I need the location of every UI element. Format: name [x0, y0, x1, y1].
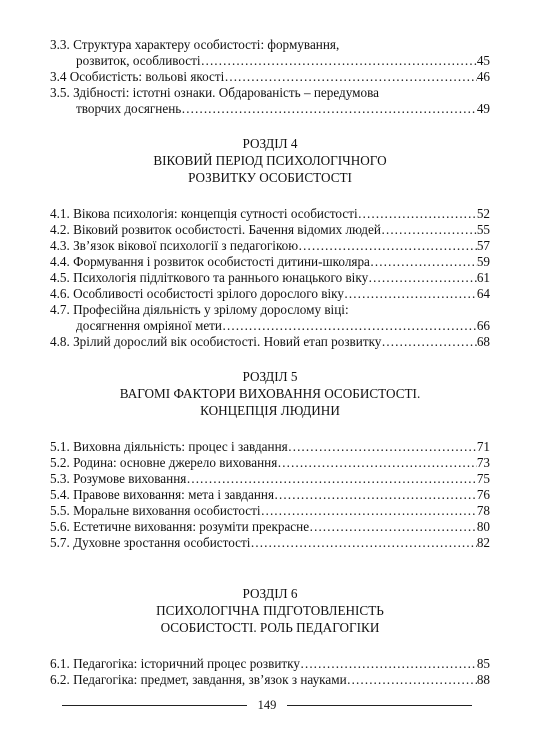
- dot-leader: [274, 487, 477, 503]
- toc-entry: [50, 270, 490, 286]
- toc-block-chapter-6: [50, 656, 490, 688]
- toc-entry-line: [50, 318, 490, 334]
- page-footer: [62, 697, 472, 713]
- dot-leader: [347, 672, 477, 688]
- toc-entry-text: 4.1. Вікова психологія: концепція сутності особистості: [50, 206, 358, 221]
- dot-leader: [344, 286, 477, 302]
- toc-entry: [50, 37, 490, 69]
- toc-page-number: 82: [476, 535, 490, 550]
- toc-entry: [50, 519, 490, 535]
- toc-page-number: 76: [476, 487, 490, 502]
- toc-entry-line: [50, 206, 490, 222]
- toc-block-chapter-4: [50, 206, 490, 350]
- section-title-line: ВІКОВИЙ ПЕРІОД ПСИХОЛОГІЧНОГО: [153, 153, 387, 168]
- toc-page-number: 45: [476, 53, 490, 68]
- toc-entry-text: 5.2. Родина: основне джерело виховання: [50, 455, 278, 470]
- toc-entry: [50, 334, 490, 350]
- toc-block-chapter-5: [50, 439, 490, 551]
- toc-entry-text: 3.3. Структура характеру особистості: формування,: [50, 37, 340, 52]
- dot-leader: [370, 254, 477, 270]
- toc-entry-text: 5.3. Розумове виховання: [50, 471, 187, 486]
- toc-entry: [50, 535, 490, 551]
- toc-entry-text: 3.5. Здібності: істотні ознаки. Обдарованість – передумова: [50, 85, 379, 100]
- dot-leader: [224, 69, 476, 85]
- toc-block-chapter-3: [50, 37, 490, 117]
- toc-entry-line: [50, 519, 490, 535]
- toc-page-number: 78: [476, 503, 490, 518]
- toc-entry-line: [50, 286, 490, 302]
- dot-leader: [222, 318, 477, 334]
- toc-entry-line: [50, 503, 490, 519]
- section-title-line: РОЗВИТКУ ОСОБИСТОСТІ: [188, 170, 352, 185]
- toc-entry-text: 6.1. Педагогіка: історичний процес розвитку: [50, 656, 300, 671]
- toc-entry-line: [50, 53, 490, 69]
- toc-entry-text: 5.6. Естетичне виховання: розуміти прекрасне: [50, 519, 310, 534]
- section-label: РОЗДІЛ 4: [242, 136, 298, 151]
- toc-page-number: 52: [476, 206, 490, 221]
- dot-leader: [261, 503, 477, 519]
- toc-entry-line: [50, 487, 490, 503]
- dot-leader: [277, 455, 477, 471]
- toc-entry: [50, 85, 490, 117]
- dot-leader: [381, 222, 477, 238]
- dot-leader: [300, 656, 477, 672]
- toc-entry-text: 5.7. Духовне зростання особистості: [50, 535, 251, 550]
- toc-page-number: 88: [476, 672, 490, 687]
- toc-entry-line: [50, 455, 490, 471]
- dot-leader: [288, 439, 477, 455]
- toc-entry-line: [50, 222, 490, 238]
- section-title-line: ОСОБИСТОСТІ. РОЛЬ ПЕДАГОГІКИ: [160, 620, 380, 635]
- toc-page-number: 68: [476, 334, 490, 349]
- toc-entry-line: [50, 270, 490, 286]
- toc-page-number: 46: [476, 69, 490, 84]
- toc-entry-text: 5.5. Моральне виховання особистості: [50, 503, 261, 518]
- section-heading-6: [50, 585, 490, 636]
- toc-entry-text: 4.4. Формування і розвиток особистості дитини-школяра: [50, 254, 370, 269]
- toc-entry: [50, 656, 490, 672]
- toc-entry: [50, 69, 490, 85]
- toc-entry: [50, 487, 490, 503]
- toc-page-number: 57: [476, 238, 490, 253]
- table-of-contents: [50, 37, 490, 688]
- toc-entry: [50, 302, 490, 334]
- toc-entry: [50, 206, 490, 222]
- toc-entry-line: [50, 69, 490, 85]
- footer-rule-right: [287, 705, 472, 706]
- toc-page-number: 71: [476, 439, 490, 454]
- toc-entry-text: 4.6. Особливості особистості зрілого дорослого віку: [50, 286, 344, 301]
- section-title-line: ВАГОМІ ФАКТОРИ ВИХОВАННЯ ОСОБИСТОСТІ.: [119, 386, 421, 401]
- dot-leader: [181, 101, 477, 117]
- toc-entry-text: 5.4. Правове виховання: мета і завдання: [50, 487, 275, 502]
- section-heading-4: [50, 135, 490, 186]
- toc-entry: [50, 455, 490, 471]
- toc-page-number: 64: [476, 286, 490, 301]
- toc-entry-text: 4.7. Професійна діяльність у зрілому дорослому віці:: [50, 302, 349, 317]
- toc-entry-text: 4.8. Зрілий дорослий вік особистості. Новий етап розвитку: [50, 334, 382, 349]
- section-label: РОЗДІЛ 5: [242, 369, 298, 384]
- toc-page-number: 49: [476, 101, 490, 116]
- toc-page-number: 66: [476, 318, 490, 333]
- toc-entry-text: 3.4 Особистість: вольові якості: [50, 69, 225, 84]
- toc-entry-line: [50, 334, 490, 350]
- toc-entry-line: [50, 471, 490, 487]
- dot-leader: [250, 535, 476, 551]
- dot-leader: [186, 471, 476, 487]
- toc-entry-text: досягнення омріяної мети: [76, 318, 222, 333]
- section-title-line: ПСИХОЛОГІЧНА ПІДГОТОВЛЕНІСТЬ: [156, 603, 384, 618]
- toc-entry-text: 4.2. Віковий розвиток особистості. Бачення відомих людей: [50, 222, 381, 237]
- section-title-line: КОНЦЕПЦІЯ ЛЮДИНИ: [200, 403, 340, 418]
- toc-entry-text: 4.5. Психологія підліткового та раннього юнацького віку: [50, 270, 369, 285]
- toc-entry-line: [50, 656, 490, 672]
- dot-leader: [381, 334, 476, 350]
- toc-page-number: 73: [476, 455, 490, 470]
- dot-leader: [368, 270, 477, 286]
- toc-entry-line: [50, 439, 490, 455]
- dot-leader: [298, 238, 477, 254]
- toc-entry-line: [50, 672, 490, 688]
- toc-page-number: 55: [476, 222, 490, 237]
- toc-entry: [50, 286, 490, 302]
- dot-leader: [358, 206, 477, 222]
- dot-leader: [201, 53, 477, 69]
- toc-entry: [50, 672, 490, 688]
- toc-entry-text: 4.3. Зв’язок вікової психології з педагогікою: [50, 238, 299, 253]
- toc-entry-text: 5.1. Виховна діяльність: процес і завдання: [50, 439, 288, 454]
- toc-entry: [50, 503, 490, 519]
- toc-page-number: 80: [476, 519, 490, 534]
- toc-entry-text: розвиток, особливості: [76, 53, 201, 68]
- toc-entry-line: [50, 238, 490, 254]
- toc-entry-line: [50, 101, 490, 117]
- toc-page-number: 75: [476, 471, 490, 486]
- toc-entry-text: 6.2. Педагогіка: предмет, завдання, зв’язок з науками: [50, 672, 347, 687]
- toc-page-number: 59: [476, 254, 490, 269]
- section-label: РОЗДІЛ 6: [242, 586, 298, 601]
- toc-entry: [50, 238, 490, 254]
- section-heading-5: [50, 368, 490, 419]
- toc-page-number: 85: [476, 656, 490, 671]
- toc-entry: [50, 471, 490, 487]
- toc-entry-line: [50, 254, 490, 270]
- toc-entry-line: [50, 535, 490, 551]
- toc-entry-text: творчих досягнень: [76, 101, 182, 116]
- toc-entry: [50, 222, 490, 238]
- toc-entry: [50, 439, 490, 455]
- page-number: 149: [257, 698, 277, 712]
- toc-page-number: 61: [476, 270, 490, 285]
- dot-leader: [309, 519, 477, 535]
- toc-entry: [50, 254, 490, 270]
